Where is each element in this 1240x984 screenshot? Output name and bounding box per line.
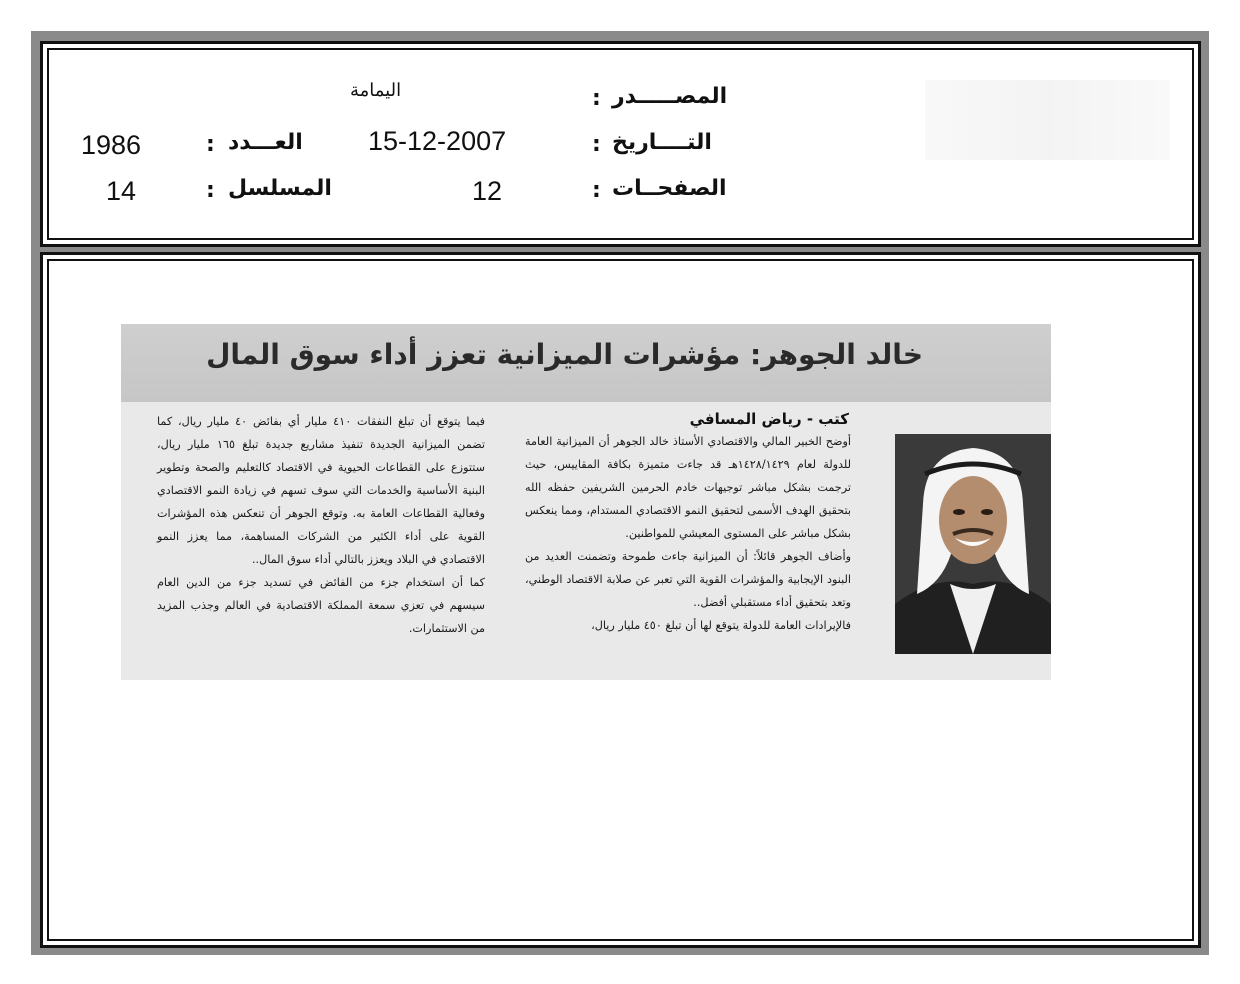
portrait-photo [895,434,1051,654]
pages-label: الصفحــات [612,176,727,201]
paragraph: كما أن استخدام جزء من الفائض في تسديد جزء من الدين العام سيسهم في تعزي سمعة المملكة الاقتصادية في العالم وجذب المزيد من الاستثمارات. [157,576,485,635]
issue-colon: : [206,132,215,157]
paragraph: وأضاف الجوهر قائلاً: أن الميزانية جاءت طموحة وتضمنت العديد من البنود الإيجابية والمؤشرات القوية التي تعبر عن صلابة الاقتصاد الوطني، وتعد بتحقيق أداء مستقبلي أفضل.. [525,550,851,609]
date-value: 15-12-2007 [368,126,507,156]
pages-colon: : [592,178,601,203]
issue-label: العـــدد [228,130,303,155]
serial-value: 14 [106,176,137,206]
source-value: اليمامة [350,80,402,101]
article-byline: كتب - رياض المسافي [689,410,849,428]
article-column-left [157,410,485,640]
pages-value: 12 [472,176,503,206]
serial-colon: : [206,178,215,203]
serial-label: المسلسل [228,176,332,201]
paragraph: فيما يتوقع أن تبلغ النفقات ٤١٠ مليار أي بفائض ٤٠ مليار ريال، كما تضمن الميزانية الجديدة تنفيذ مشاريع جديدة تبلغ ١٦٥ مليار ريال، ستتوزع على القطاعات الحيوية في الاقتصاد كالتعليم والصحة وتطوير البنية الأساسية والخدمات التي سوف تسهم في زيادة النمو الاقتصادي وفعالية القطاعات العامة به. وتوقع الجوهر أن تنعكس هذه المؤشرات القوية على أداء الكثير من الشركات المساهمة، مما يعزز النمو الاقتصادي في البلاد ويعزز بالتالي أداء سوق المال.. [157,415,486,566]
source-label: المصـــــدر [612,84,728,109]
paragraph: أوضح الخبير المالي والاقتصادي الأستاذ خالد الجوهر أن الميزانية العامة للدولة لعام ١٤٢٨/١٤٢٩هـ قد جاءت متميزة بكافة المقاييس، حيث ترجمت بشكل مباشر توجيهات خادم الحرمين الشريفين حفظه الله بتحقيق الهدف الأسمى لتحقيق النمو الاقتصادي المستدام، ومما ينعكس بشكل مباشر على المستوى المعيشي للمواطنين. [525,435,851,540]
faint-logo-mark [925,80,1170,160]
portrait-illustration [895,434,1051,654]
article-headline: خالد الجوهر: مؤشرات الميزانية تعزز أداء سوق المال [206,338,923,371]
article-column-right [525,430,851,637]
source-colon: : [592,86,601,111]
date-colon: : [592,132,601,157]
issue-value: 1986 [81,130,142,160]
date-label: التــــاريخ [612,130,712,155]
paragraph: فالإيرادات العامة للدولة يتوقع لها أن تبلغ ٤٥٠ مليار ريال، [591,619,851,632]
newspaper-clipping [121,324,1051,680]
